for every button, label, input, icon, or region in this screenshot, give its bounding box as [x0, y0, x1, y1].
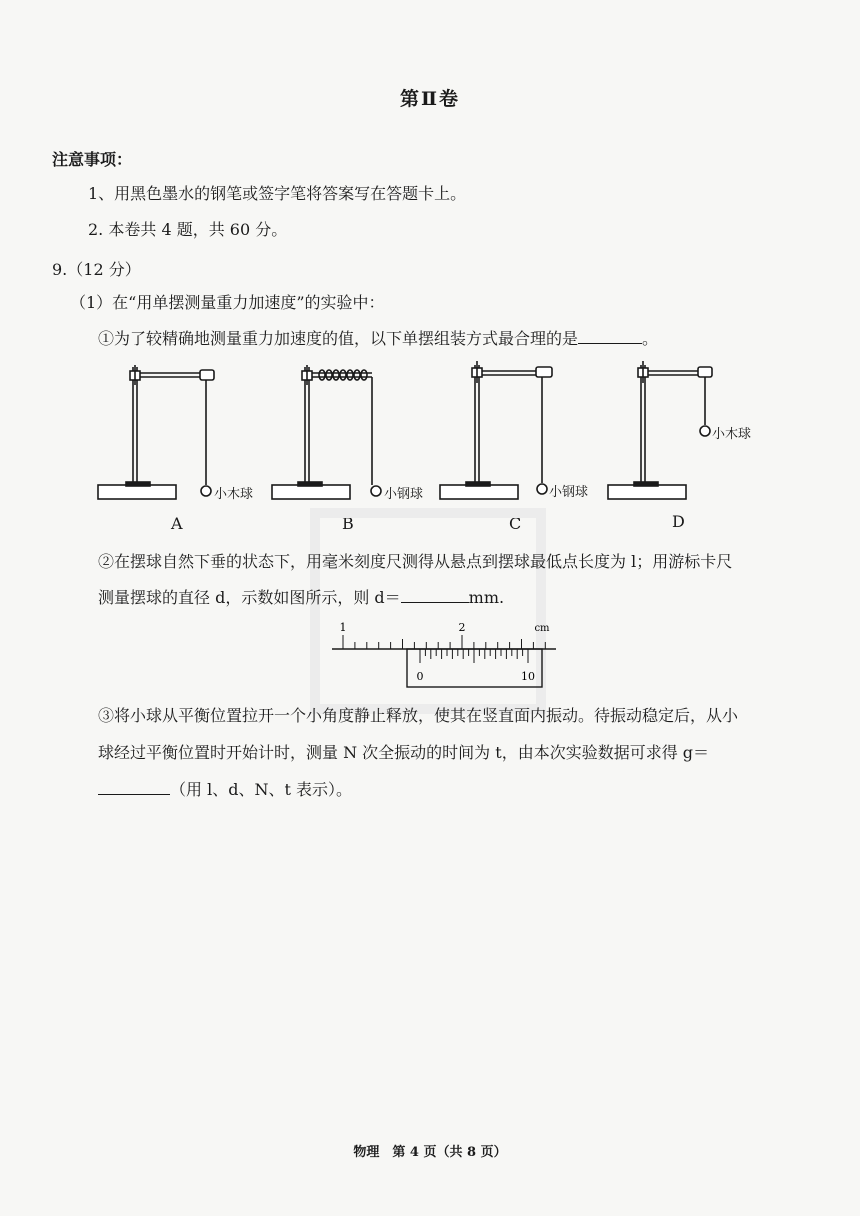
setup-c-apparatus [440, 361, 552, 499]
setup-b-ball-label: 小钢球 [384, 487, 424, 502]
vernier-label-0: 0 [416, 670, 424, 683]
sub-question-1 [98, 327, 658, 350]
setup-c-letter: C [509, 514, 522, 533]
setup-a-apparatus [98, 365, 214, 499]
notice-item-1: 1、用黑色墨水的钢笔或签字笔将答案写在答题卡上。 [88, 184, 467, 203]
sub3-text: （用 l、d、N、t 表示）。 [170, 780, 352, 799]
answer-blank-2 [401, 586, 469, 603]
answer-blank-3 [98, 778, 170, 795]
setup-d-letter: D [672, 512, 685, 531]
sub2-text: 测量摆球的直径 d，示数如图所示，则 d＝ [98, 588, 401, 607]
part1-intro: （1）在“用单摆测量重力加速度”的实验中： [70, 293, 385, 312]
notice-item-2: 2. 本卷共 4 题，共 60 分。 [88, 220, 288, 239]
sub-question-3-line-2: 球经过平衡位置时开始计时，测量 N 次全振动的时间为 t，由本次实验数据可求得 g＝ [98, 743, 710, 762]
setup-c-ball-label: 小钢球 [549, 485, 589, 500]
main-scale-label-1: 1 [339, 621, 347, 634]
notice-heading: 注意事项： [52, 150, 133, 169]
sub1-end: 。 [642, 329, 659, 348]
section-title: 第Ⅱ卷 [399, 88, 460, 110]
vernier-scale-ticks [420, 649, 528, 663]
setup-d-apparatus [608, 361, 712, 499]
main-scale-unit: cm [534, 623, 550, 634]
setup-b-letter: B [342, 514, 354, 533]
sub-question-3-line-1: ③将小球从平衡位置拉开一个小角度静止释放，使其在竖直面内振动。待振动稳定后，从小 [98, 706, 739, 725]
question-number: 9.（12 分） [52, 260, 141, 279]
sub2-unit: mm. [468, 588, 505, 607]
setup-a-ball-label: 小木球 [214, 487, 254, 502]
setup-b-apparatus [272, 365, 381, 499]
sub-question-2-line-2 [98, 586, 504, 609]
vernier-label-10: 10 [521, 670, 535, 683]
sub-question-3-line-3 [98, 778, 352, 801]
sub1-text: ①为了较精确地测量重力加速度的值，以下单摆组装方式最合理的是 [98, 329, 579, 348]
main-scale-label-2: 2 [458, 621, 466, 634]
answer-blank-1 [578, 327, 642, 344]
setup-a-letter: A [171, 514, 183, 533]
setup-d-ball-label: 小木球 [712, 427, 752, 442]
main-scale-ticks [343, 635, 545, 649]
vernier-caliper-figure [328, 616, 560, 692]
page-footer: 物理 第 4 页（共 8 页） [353, 1145, 507, 1160]
sub-question-2-line-1: ②在摆球自然下垂的状态下，用毫米刻度尺测得从悬点到摆球最低点长度为 l；用游标卡尺 [98, 552, 733, 571]
